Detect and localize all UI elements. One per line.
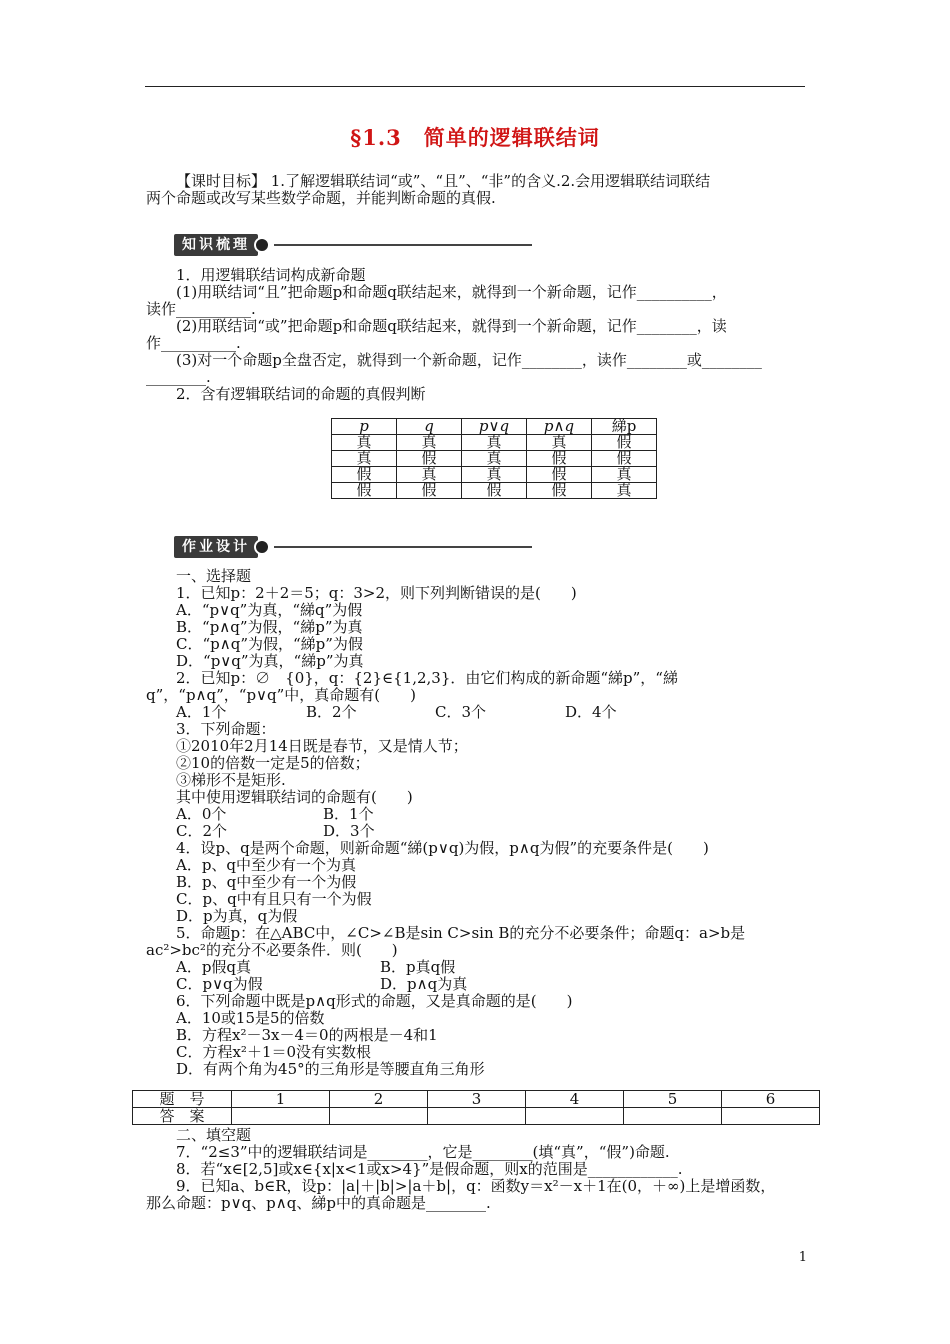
truth-header-cell: p xyxy=(332,419,397,435)
truth-cell: 假 xyxy=(397,483,462,499)
truth-cell: 真 xyxy=(592,467,657,483)
answer-cell[interactable] xyxy=(624,1108,722,1125)
q4-option-a: A．p、q中至少有一个为真 xyxy=(176,856,357,874)
answer-cell[interactable] xyxy=(526,1108,624,1125)
truth-cell: 真 xyxy=(332,451,397,467)
truth-header-cell: q xyxy=(397,419,462,435)
part-choice-heading: 一、选择题 xyxy=(176,567,252,585)
truth-table xyxy=(331,418,657,499)
answer-number: 2 xyxy=(330,1091,428,1108)
truth-cell: 真 xyxy=(332,435,397,451)
q4-option-c: C．p、q中有且只有一个为假 xyxy=(176,890,372,908)
truth-cell: 假 xyxy=(592,435,657,451)
answer-cell[interactable] xyxy=(330,1108,428,1125)
answer-number: 3 xyxy=(428,1091,526,1108)
q9-stem-b: 那么命题：p∨q、p∧q、綈p中的真命题是________. xyxy=(146,1194,491,1212)
bullet-dot-icon xyxy=(254,237,270,253)
q8-stem: 8．若“x∈[2,5]或x∈{x|x<1或x>4}”是假命题，则x的范围是____________. xyxy=(176,1160,683,1178)
truth-cell: 假 xyxy=(332,483,397,499)
answer-row-label: 题 号 xyxy=(133,1091,232,1108)
truth-cell: 假 xyxy=(332,467,397,483)
q3-item-1: ①2010年2月14日既是春节，又是情人节； xyxy=(176,737,468,755)
q4-option-b: B．p、q中至少有一个为假 xyxy=(176,873,357,891)
truth-cell: 真 xyxy=(462,451,527,467)
truth-cell: 假 xyxy=(462,483,527,499)
q2-option-b: B．2个 xyxy=(306,703,357,721)
truth-cell: 假 xyxy=(527,483,592,499)
banner-rule xyxy=(274,244,532,246)
q5-option-a: A．p假q真 xyxy=(176,958,252,976)
truth-cell: 假 xyxy=(397,451,462,467)
q5-option-b: B．p真q假 xyxy=(380,958,456,976)
banner-homework-label: 作业设计 xyxy=(174,536,258,558)
q6-option-d: D．有两个角为45°的三角形是等腰直角三角形 xyxy=(176,1060,485,1078)
knowledge-p2b: 作__________. xyxy=(146,334,241,352)
table-row xyxy=(133,1091,820,1108)
bullet-dot-icon xyxy=(254,539,270,555)
banner-homework xyxy=(174,536,532,558)
answer-number: 1 xyxy=(232,1091,330,1108)
q4-stem: 4．设p、q是两个命题，则新命题“綈(p∨q)为假，p∧q为假”的充要条件是( ) xyxy=(176,839,709,857)
part-fill-heading: 二、填空题 xyxy=(176,1126,252,1144)
q5-option-c: C．p∨q为假 xyxy=(176,975,263,993)
q9-stem-a: 9．已知a、b∈R，设p：|a|＋|b|>|a＋b|，q：函数y＝x²－x＋1在(0，＋∞)上是增函数， xyxy=(176,1177,776,1195)
truth-cell: 真 xyxy=(462,467,527,483)
q2-stem-b: q”，“p∧q”，“p∨q”中，真命题有( ) xyxy=(146,686,417,704)
truth-header-cell: p∨q xyxy=(462,419,527,435)
truth-cell: 假 xyxy=(527,467,592,483)
q6-option-b: B．方程x²－3x－4＝0的两根是－4和1 xyxy=(176,1026,438,1044)
q2-option-c: C．3个 xyxy=(435,703,487,721)
q6-option-a: A．10或15是5的倍数 xyxy=(176,1009,325,1027)
truth-cell: 真 xyxy=(592,483,657,499)
answer-cell[interactable] xyxy=(428,1108,526,1125)
knowledge-p1b: 读作__________. xyxy=(146,300,256,318)
q1-option-b: B．“p∧q”为假，“綈p”为真 xyxy=(176,618,363,636)
knowledge-heading-1: 1．用逻辑联结词构成新命题 xyxy=(176,266,366,284)
answer-row-label: 答 案 xyxy=(133,1108,232,1125)
q3-option-a: A．0个 xyxy=(176,805,227,823)
q3-item-2: ②10的倍数一定是5的倍数； xyxy=(176,754,370,772)
answer-number: 5 xyxy=(624,1091,722,1108)
knowledge-p2a: (2)用联结词“或”把命题p和命题q联结起来，就得到一个新命题，记作________，读 xyxy=(176,317,727,335)
q3-option-c: C．2个 xyxy=(176,822,228,840)
table-row xyxy=(332,483,657,499)
q5-option-d: D．p∧q为真 xyxy=(380,975,468,993)
answer-cell[interactable] xyxy=(722,1108,820,1125)
answer-number: 6 xyxy=(722,1091,820,1108)
q4-option-d: D．p为真，q为假 xyxy=(176,907,298,925)
truth-cell: 假 xyxy=(592,451,657,467)
q3-item-3: ③梯形不是矩形. xyxy=(176,771,286,789)
page-title: §1.3 简单的逻辑联结词 xyxy=(350,125,600,150)
q7-stem: 7．“2≤3”中的逻辑联结词是________，它是________(填“真”，“假”)命题. xyxy=(176,1143,670,1161)
objectives-line-1: 【课时目标】 1.了解逻辑联结词“或”、“且”、“非”的含义.2.会用逻辑联结词联结 xyxy=(176,172,711,190)
q3-option-b: B．1个 xyxy=(323,805,374,823)
answer-number: 4 xyxy=(526,1091,624,1108)
knowledge-p1a: (1)用联结词“且”把命题p和命题q联结起来，就得到一个新命题，记作__________， xyxy=(176,283,727,301)
banner-knowledge-label: 知识梳理 xyxy=(174,234,258,256)
q3-question: 其中使用逻辑联结词的命题有( ) xyxy=(176,788,413,806)
objectives-line-2: 两个命题或改写某些数学命题，并能判断命题的真假. xyxy=(146,189,496,207)
q6-option-c: C．方程x²＋1＝0没有实数根 xyxy=(176,1043,372,1061)
truth-cell: 真 xyxy=(462,435,527,451)
truth-cell: 真 xyxy=(397,467,462,483)
q5-stem-b: ac²>bc²的充分不必要条件．则( ) xyxy=(146,941,398,959)
q3-stem: 3．下列命题： xyxy=(176,720,276,738)
banner-rule xyxy=(274,546,532,548)
q2-option-a: A．1个 xyxy=(176,703,227,721)
q1-option-c: C．“p∧q”为假，“綈p”为假 xyxy=(176,635,363,653)
truth-header-cell: 綈p xyxy=(592,419,657,435)
truth-cell: 真 xyxy=(527,435,592,451)
q5-stem-a: 5．命题p：在△ABC中，∠C>∠B是sin C>sin B的充分不必要条件；命题q：a>b是 xyxy=(176,924,746,942)
answer-table xyxy=(132,1090,820,1125)
q6-stem: 6．下列命题中既是p∧q形式的命题，又是真命题的是( ) xyxy=(176,992,573,1010)
knowledge-p3a: (3)对一个命题p全盘否定，就得到一个新命题，记作________，读作________或________ xyxy=(176,351,762,369)
truth-header-cell: p∧q xyxy=(527,419,592,435)
q2-option-d: D．4个 xyxy=(565,703,617,721)
knowledge-p3b: ________. xyxy=(146,368,211,386)
page-number: 1 xyxy=(798,1250,807,1265)
header-rule xyxy=(145,86,805,87)
q1-option-d: D．“p∨q”为真，“綈p”为真 xyxy=(176,652,364,670)
truth-cell: 假 xyxy=(527,451,592,467)
knowledge-heading-2: 2．含有逻辑联结词的命题的真假判断 xyxy=(176,385,426,403)
q3-option-d: D．3个 xyxy=(323,822,375,840)
q1-stem: 1．已知p：2＋2＝5；q：3>2，则下列判断错误的是( ) xyxy=(176,584,577,602)
q1-option-a: A．“p∨q”为真，“綈q”为假 xyxy=(176,601,363,619)
banner-knowledge xyxy=(174,234,532,256)
table-row xyxy=(133,1108,820,1125)
truth-cell: 真 xyxy=(397,435,462,451)
answer-cell[interactable] xyxy=(232,1108,330,1125)
q2-stem-a: 2．已知p：∅ {0}，q：{2}∈{1,2,3}．由它们构成的新命题“綈p”，“綈 xyxy=(176,669,678,687)
